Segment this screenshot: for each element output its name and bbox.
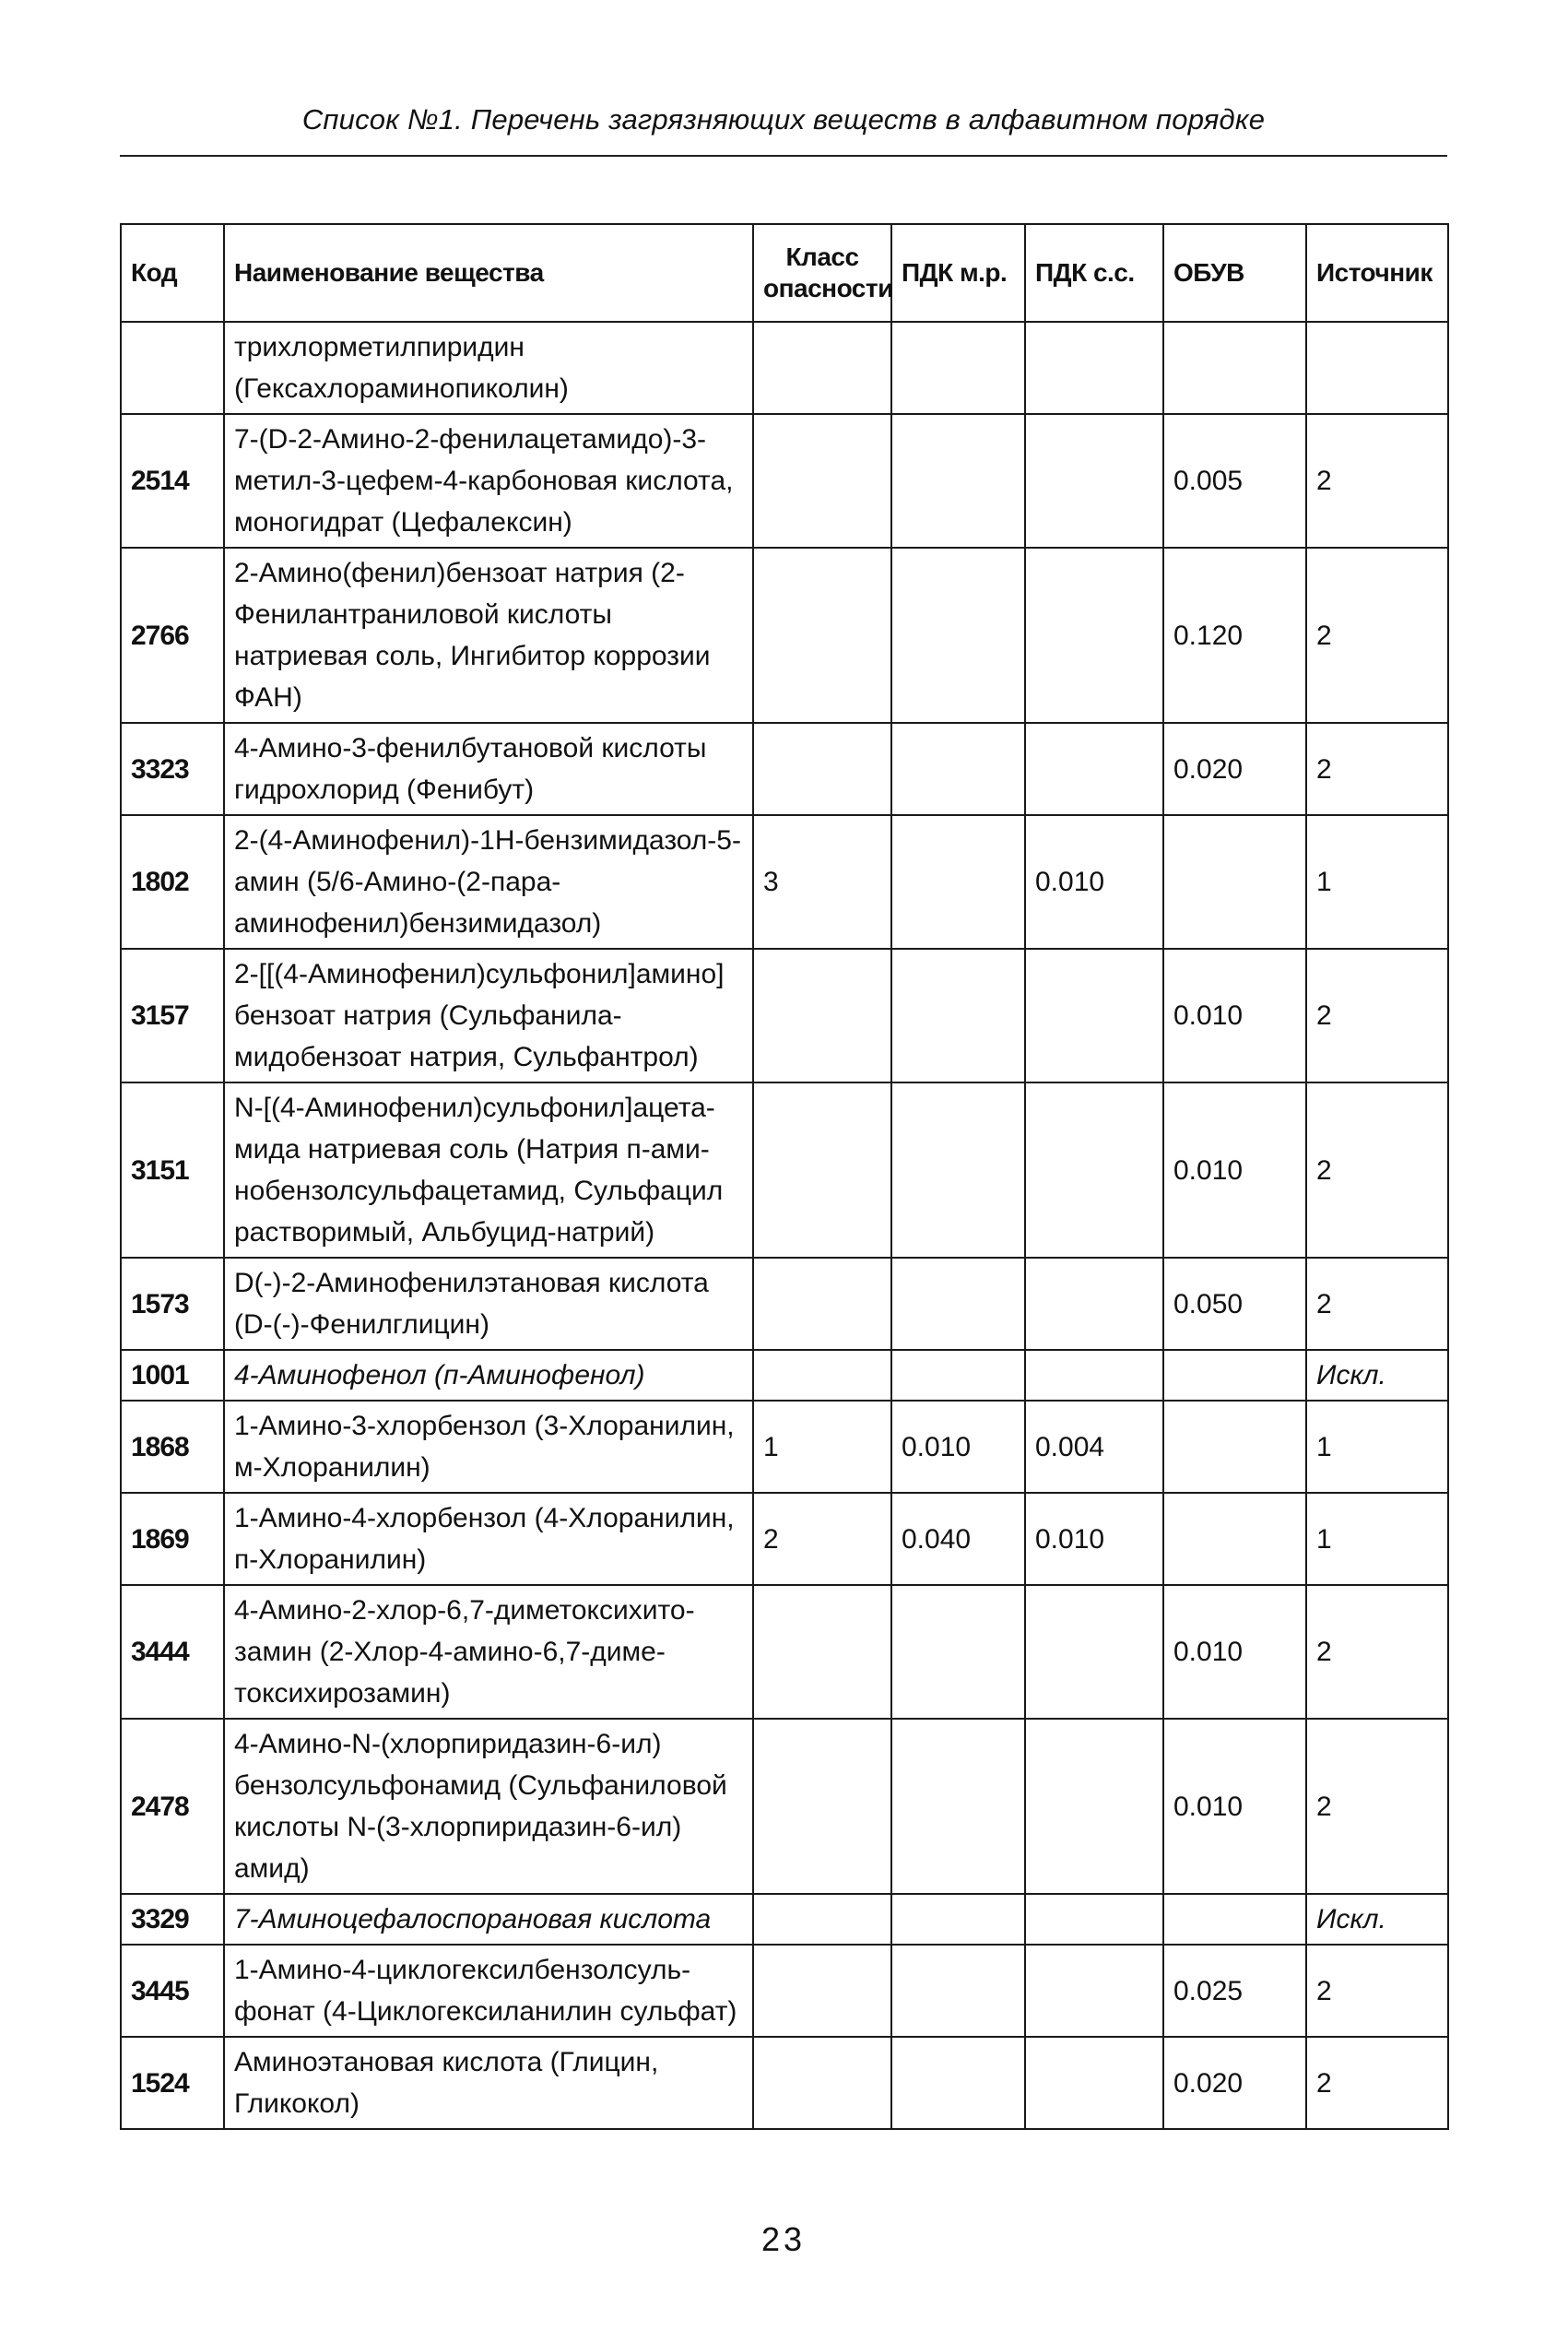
cell-obuv — [1163, 1493, 1306, 1585]
cell-obuv — [1163, 322, 1306, 414]
page-header-title: Список №1. Перечень загрязняющих веществ в алфавитном порядке — [301, 103, 1266, 136]
column-header-code: Код — [121, 224, 224, 322]
cell-source: 2 — [1306, 1258, 1448, 1350]
page-number: 23 — [760, 2220, 807, 2258]
cell-pdk-ss — [1025, 949, 1163, 1082]
table-row — [121, 322, 1448, 414]
cell-name: 1-Амино-3-хлорбензол (3-Хлоранилин, м-Хлоранилин) — [224, 1401, 753, 1493]
cell-source: 2 — [1306, 1585, 1448, 1719]
cell-pdk-ss — [1025, 2037, 1163, 2129]
cell-name: 1-Амино-4-хлорбензол (4-Хлоранилин, п-Хлоранилин) — [224, 1493, 753, 1585]
table-row — [121, 1350, 1448, 1401]
cell-code: 3329 — [121, 1894, 224, 1945]
column-header-name: Наименование вещества — [224, 224, 753, 322]
cell-code: 2766 — [121, 548, 224, 723]
cell-code: 1001 — [121, 1350, 224, 1401]
cell-name: N-[(4-Аминофенил)сульфонил]ацета-мида натриевая соль (Натрия п-ами-нобензолсульфацетамид, Сульфацил растворимый, Альбуцид-натрий) — [224, 1082, 753, 1258]
cell-code: 3323 — [121, 723, 224, 815]
cell-pdk-ss — [1025, 1082, 1163, 1258]
cell-obuv: 0.010 — [1163, 1082, 1306, 1258]
table-header-row — [121, 224, 1448, 322]
cell-pdk-ss — [1025, 414, 1163, 548]
cell-obuv: 0.050 — [1163, 1258, 1306, 1350]
column-header-pdk-mr: ПДК м.р. — [891, 224, 1025, 322]
cell-pdk-ss — [1025, 1350, 1163, 1401]
cell-name: 2-Амино(фенил)бензоат натрия (2-Фенилантраниловой кислоты натриевая соль, Ингибитор коррозии ФАН) — [224, 548, 753, 723]
cell-pdk-ss — [1025, 1719, 1163, 1894]
cell-hazard-class — [753, 322, 891, 414]
cell-hazard-class — [753, 723, 891, 815]
cell-source: 2 — [1306, 414, 1448, 548]
cell-pdk-mr — [891, 815, 1025, 949]
table-row — [121, 1719, 1448, 1894]
cell-source: 2 — [1306, 1945, 1448, 2037]
cell-code: 3151 — [121, 1082, 224, 1258]
cell-pdk-mr: 0.040 — [891, 1493, 1025, 1585]
cell-pdk-ss: 0.004 — [1025, 1401, 1163, 1493]
cell-pdk-mr — [891, 1082, 1025, 1258]
header-divider — [120, 155, 1447, 157]
cell-pdk-ss — [1025, 322, 1163, 414]
cell-hazard-class — [753, 1719, 891, 1894]
cell-source: 1 — [1306, 815, 1448, 949]
cell-name: 4-Амино-3-фенилбутановой кислоты гидрохлорид (Фенибут) — [224, 723, 753, 815]
cell-hazard-class — [753, 1082, 891, 1258]
table-row — [121, 1945, 1448, 2037]
table-row — [121, 1082, 1448, 1258]
cell-obuv — [1163, 1350, 1306, 1401]
cell-obuv: 0.010 — [1163, 1585, 1306, 1719]
cell-hazard-class: 2 — [753, 1493, 891, 1585]
cell-name: 4-Аминофенол (п-Аминофенол) — [224, 1350, 753, 1401]
cell-obuv — [1163, 1401, 1306, 1493]
cell-name: 2-(4-Аминофенил)-1H-бензимидазол-5-амин (5/6-Амино-(2-пара-аминофенил)бензимидазол) — [224, 815, 753, 949]
cell-code: 3157 — [121, 949, 224, 1082]
table-row — [121, 723, 1448, 815]
cell-pdk-ss — [1025, 1258, 1163, 1350]
table-row — [121, 949, 1448, 1082]
cell-obuv: 0.020 — [1163, 2037, 1306, 2129]
cell-pdk-ss — [1025, 1894, 1163, 1945]
column-header-pdk-ss: ПДК с.с. — [1025, 224, 1163, 322]
cell-hazard-class: 3 — [753, 815, 891, 949]
table-row — [121, 815, 1448, 949]
cell-code: 2478 — [121, 1719, 224, 1894]
cell-hazard-class — [753, 1945, 891, 2037]
cell-name: Аминоэтановая кислота (Глицин, Гликокол) — [224, 2037, 753, 2129]
table-row — [121, 1894, 1448, 1945]
cell-code: 1802 — [121, 815, 224, 949]
cell-name: 1-Амино-4-циклогексилбензолсуль-фонат (4-Циклогексиланилин сульфат) — [224, 1945, 753, 2037]
cell-code: 1573 — [121, 1258, 224, 1350]
cell-source: 1 — [1306, 1401, 1448, 1493]
column-header-hazard-class: Класс опасности — [753, 224, 891, 322]
cell-pdk-mr — [891, 1585, 1025, 1719]
cell-obuv: 0.120 — [1163, 548, 1306, 723]
cell-source: 1 — [1306, 1493, 1448, 1585]
cell-code: 2514 — [121, 414, 224, 548]
column-header-obuv: ОБУВ — [1163, 224, 1306, 322]
cell-source: 2 — [1306, 548, 1448, 723]
cell-pdk-ss — [1025, 548, 1163, 723]
cell-name: D(-)-2-Аминофенилэтановая кислота (D-(-)-Фенилглицин) — [224, 1258, 753, 1350]
table-body — [121, 322, 1448, 2129]
cell-hazard-class — [753, 2037, 891, 2129]
column-header-source: Источник — [1306, 224, 1448, 322]
cell-obuv: 0.010 — [1163, 949, 1306, 1082]
cell-hazard-class — [753, 949, 891, 1082]
cell-obuv: 0.020 — [1163, 723, 1306, 815]
cell-name: 4-Амино-N-(хлорпиридазин-6-ил) бензолсульфонамид (Сульфаниловой кислоты N-(3-хлорпиридазин-6-ил) амид) — [224, 1719, 753, 1894]
cell-pdk-ss: 0.010 — [1025, 1493, 1163, 1585]
cell-hazard-class — [753, 548, 891, 723]
cell-pdk-mr — [891, 2037, 1025, 2129]
substances-table — [120, 223, 1449, 2130]
cell-code: 1524 — [121, 2037, 224, 2129]
cell-name: трихлорметилпиридин (Гексахлораминопиколин) — [224, 322, 753, 414]
cell-hazard-class: 1 — [753, 1401, 891, 1493]
cell-code — [121, 322, 224, 414]
cell-pdk-mr — [891, 322, 1025, 414]
cell-source: 2 — [1306, 723, 1448, 815]
cell-hazard-class — [753, 1350, 891, 1401]
cell-pdk-mr — [891, 1945, 1025, 2037]
cell-source: 2 — [1306, 1082, 1448, 1258]
cell-pdk-mr: 0.010 — [891, 1401, 1025, 1493]
cell-code: 1869 — [121, 1493, 224, 1585]
table-row — [121, 1401, 1448, 1493]
cell-name: 2-[[(4-Аминофенил)сульфонил]амино] бензоат натрия (Сульфанила-мидобензоат натрия, Сульфантрол) — [224, 949, 753, 1082]
cell-obuv — [1163, 815, 1306, 949]
cell-code: 3444 — [121, 1585, 224, 1719]
cell-hazard-class — [753, 1585, 891, 1719]
cell-pdk-mr — [891, 1894, 1025, 1945]
cell-hazard-class — [753, 1258, 891, 1350]
cell-pdk-mr — [891, 1258, 1025, 1350]
cell-obuv: 0.010 — [1163, 1719, 1306, 1894]
table-row — [121, 1493, 1448, 1585]
cell-pdk-ss — [1025, 1945, 1163, 2037]
cell-source: Искл. — [1306, 1894, 1448, 1945]
cell-source: 2 — [1306, 949, 1448, 1082]
table-row — [121, 2037, 1448, 2129]
cell-pdk-mr — [891, 1350, 1025, 1401]
table-row — [121, 1258, 1448, 1350]
cell-source: Искл. — [1306, 1350, 1448, 1401]
cell-hazard-class — [753, 414, 891, 548]
cell-pdk-mr — [891, 723, 1025, 815]
cell-name: 7-Аминоцефалоспорановая кислота — [224, 1894, 753, 1945]
cell-pdk-mr — [891, 1719, 1025, 1894]
table-row — [121, 414, 1448, 548]
cell-source — [1306, 322, 1448, 414]
cell-source: 2 — [1306, 1719, 1448, 1894]
cell-hazard-class — [753, 1894, 891, 1945]
table-row — [121, 1585, 1448, 1719]
cell-obuv: 0.025 — [1163, 1945, 1306, 2037]
table-row — [121, 548, 1448, 723]
cell-pdk-mr — [891, 414, 1025, 548]
cell-pdk-mr — [891, 949, 1025, 1082]
cell-pdk-ss: 0.010 — [1025, 815, 1163, 949]
cell-pdk-ss — [1025, 723, 1163, 815]
cell-pdk-ss — [1025, 1585, 1163, 1719]
cell-pdk-mr — [891, 548, 1025, 723]
cell-code: 3445 — [121, 1945, 224, 2037]
cell-code: 1868 — [121, 1401, 224, 1493]
cell-obuv — [1163, 1894, 1306, 1945]
cell-source: 2 — [1306, 2037, 1448, 2129]
cell-name: 7-(D-2-Амино-2-фенилацетамидо)-3-метил-3-цефем-4-карбоновая кислота, моногидрат (Цефалексин) — [224, 414, 753, 548]
cell-obuv: 0.005 — [1163, 414, 1306, 548]
cell-name: 4-Амино-2-хлор-6,7-диметоксихито-замин (2-Хлор-4-амино-6,7-диме-токсихирозамин) — [224, 1585, 753, 1719]
